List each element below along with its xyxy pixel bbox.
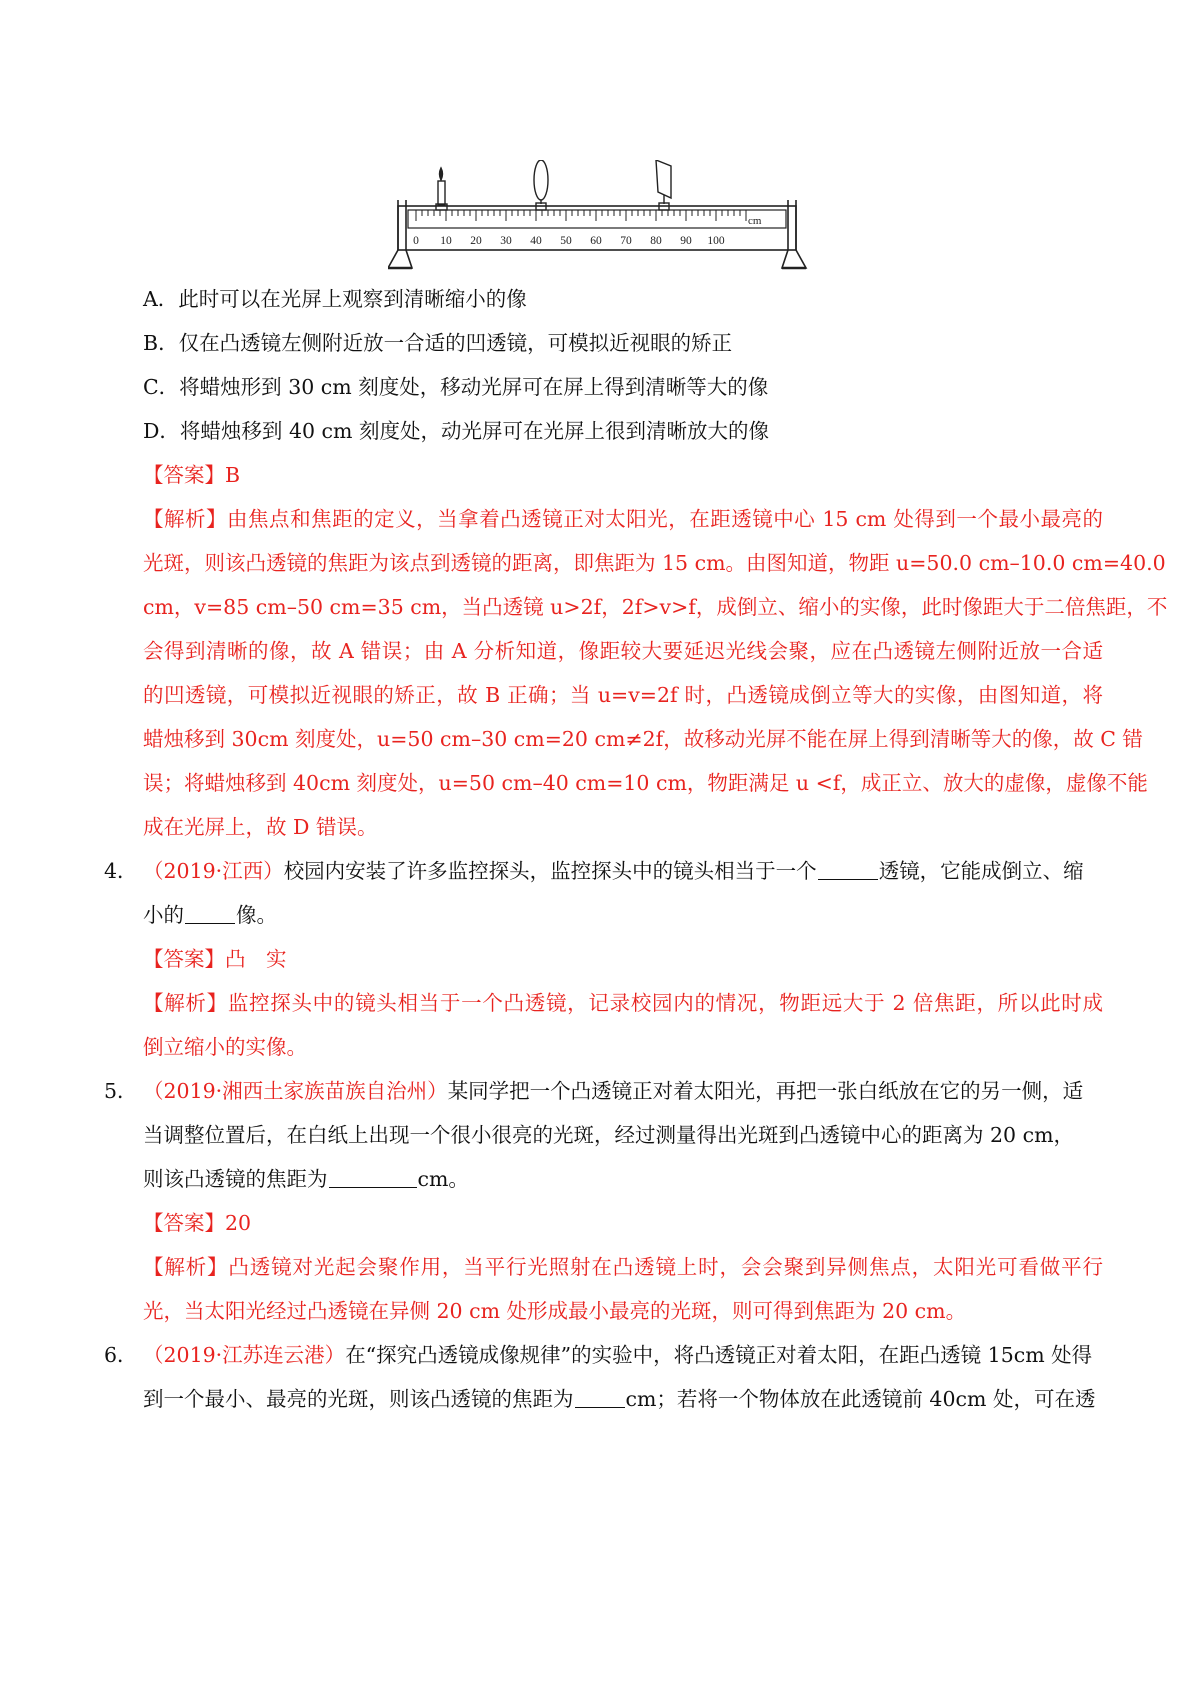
scale-label: 60 [590, 235, 602, 247]
scale-label: 50 [560, 235, 572, 247]
scale-label: 0 [413, 235, 419, 247]
q3-analysis-line: 【解析】由焦点和焦距的定义，当拿着凸透镜正对太阳光，在距透镜中心 15 cm 处得到一个最小最亮的 [143, 507, 1103, 531]
candle [436, 168, 447, 210]
q3-analysis-line: 蜡烛移到 30cm 刻度处，u=50 cm–30 cm=20 cm≠2f，故移动光屏不能在屏上得到清晰等大的像，故 C 错 [143, 727, 1143, 751]
scale-labels [413, 235, 725, 247]
q6-stem-line-1 [143, 1332, 1103, 1378]
scale-strip [408, 210, 786, 228]
q3-analysis-line: 的凹透镜，可模拟近视眼的矫正，故 B 正确；当 u=v=2f 时，凸透镜成倒立等大的实像，由图知道，将 [143, 683, 1103, 707]
q4-stem-text: 小的 [143, 903, 184, 927]
scale-label: 70 [620, 235, 632, 247]
scale-label: 40 [530, 235, 542, 247]
q4-stem-text: 校园内安装了许多监控探头，监控探头中的镜头相当于一个 [283, 859, 817, 883]
q5-stem-line-2: 当调整位置后，在白纸上出现一个很小很亮的光斑，经过测量得出光斑到凸透镜中心的距离为 20 cm， [143, 1123, 1075, 1147]
q4-source: （2019·江西） [143, 859, 284, 883]
q5-stem-line-1 [143, 1068, 1103, 1114]
scale-ticks [416, 210, 746, 221]
light-screen [656, 160, 671, 210]
convex-lens [534, 160, 548, 210]
candle-flame [440, 168, 443, 180]
q5-stem-line-3 [143, 1156, 1103, 1202]
q3-analysis-line: 会得到清晰的像，故 A 错误；由 A 分析知道，像距较大要延迟光线会聚，应在凸透镜左侧附近放一合适 [143, 639, 1103, 663]
q5-source: （2019·湘西土家族苗族自治州） [143, 1079, 448, 1103]
option-d: D．将蜡烛移到 40 cm 刻度处，动光屏可在光屏上很到清晰放大的像 [143, 419, 769, 443]
q5-blank [329, 1167, 417, 1188]
q6-stem-line-2 [143, 1376, 1103, 1422]
q6-blank [575, 1387, 625, 1408]
scale-label: 100 [707, 235, 725, 247]
q4-stem-text: 像。 [236, 903, 277, 927]
q6-stem-text: cm；若将一个物体放在此透镜前 40cm 处，可在透 [625, 1387, 1096, 1411]
q6-stem-text: 到一个最小、最亮的光斑，则该凸透镜的焦距为 [143, 1387, 574, 1411]
q5-stem-text: 某同学把一个凸透镜正对着太阳光，再把一张白纸放在它的另一侧，适 [447, 1079, 1084, 1103]
scale-label: 10 [440, 235, 452, 247]
unit-label: cm [748, 215, 762, 227]
q5-analysis-line: 【解析】凸透镜对光起会聚作用，当平行光照射在凸透镜上时，会会聚到异侧焦点，太阳光可看做平行 [143, 1255, 1103, 1279]
option-a: A．此时可以在光屏上观察到清晰缩小的像 [143, 287, 527, 311]
q5-stem-text: 则该凸透镜的焦距为 [143, 1167, 328, 1191]
q4-stem-line-2 [143, 892, 1103, 938]
left-leg [388, 250, 412, 268]
candle-body [438, 181, 445, 205]
screen-board [656, 160, 671, 198]
q5-answer: 【答案】20 [143, 1211, 252, 1235]
right-leg [782, 250, 806, 268]
q4-answer: 【答案】凸 实 [143, 947, 287, 971]
q3-analysis-line: 误；将蜡烛移到 40cm 刻度处，u=50 cm–40 cm=10 cm，物距满足 u <f，成正立、放大的虚像，虚像不能 [143, 771, 1148, 795]
scale-label: 30 [500, 235, 512, 247]
q4-number: 4． [104, 859, 138, 883]
q4-analysis-line: 倒立缩小的实像。 [143, 1035, 307, 1059]
option-b: B．仅在凸透镜左侧附近放一合适的凹透镜，可模拟近视眼的矫正 [143, 331, 733, 355]
q5-number: 5． [104, 1079, 138, 1103]
q6-stem-text: 在“探究凸透镜成像规律”的实验中，将凸透镜正对着太阳，在距凸透镜 15cm 处得 [345, 1343, 1093, 1367]
lens-body [534, 160, 548, 200]
option-c: C．将蜡烛形到 30 cm 刻度处，移动光屏可在屏上得到清晰等大的像 [143, 375, 769, 399]
q4-blank-2 [185, 903, 235, 924]
q4-stem-text: 透镜，它能成倒立、缩 [878, 859, 1084, 883]
scale-label: 80 [650, 235, 662, 247]
optical-bench-figure [388, 160, 816, 290]
q3-analysis-line: 成在光屏上，故 D 错误。 [143, 815, 378, 839]
q3-answer: 【答案】B [143, 463, 241, 487]
q6-number: 6． [104, 1343, 138, 1367]
q4-analysis-line: 【解析】监控探头中的镜头相当于一个凸透镜，记录校园内的情况，物距远大于 2 倍焦距，所以此时成 [143, 991, 1103, 1015]
optical-bench [388, 200, 806, 268]
q6-source: （2019·江苏连云港） [143, 1343, 346, 1367]
q4-stem-line-1 [143, 848, 1103, 894]
q3-analysis-line: cm，v=85 cm–50 cm=35 cm，当凸透镜 u>2f，2f>v>f，成倒立、缩小的实像，此时像距大于二倍焦距，不 [143, 595, 1168, 619]
q3-analysis-line: 光斑，则该凸透镜的焦距为该点到透镜的距离，即焦距为 15 cm。由图知道，物距 u=50.0 cm–10.0 cm=40.0 [143, 551, 1166, 575]
scale-label: 20 [470, 235, 482, 247]
q4-blank-1 [818, 859, 878, 880]
q5-stem-text: cm。 [417, 1167, 469, 1191]
scale-label: 90 [680, 235, 692, 247]
q5-analysis-line: 光，当太阳光经过凸透镜在异侧 20 cm 处形成最小最亮的光斑，则可得到焦距为 20 cm。 [143, 1299, 967, 1323]
